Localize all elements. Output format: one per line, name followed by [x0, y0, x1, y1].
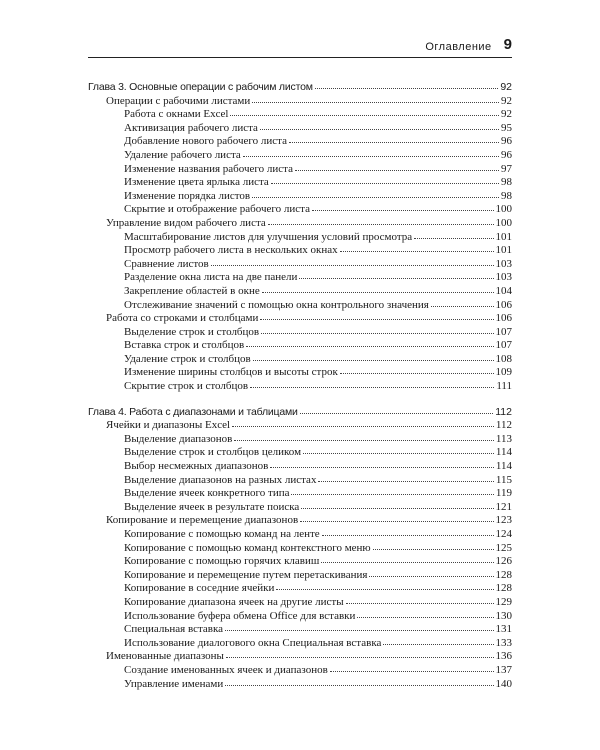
toc-subsection-page: 124 [495, 528, 512, 540]
toc-subsection-title: Изменение ширины столбцов и высоты строк [124, 366, 338, 379]
toc-subsection-page: 108 [495, 352, 512, 365]
dot-leader [301, 499, 493, 509]
toc-subsection-title: Выделение строк и столбцов [124, 325, 260, 338]
dot-leader [369, 567, 493, 577]
toc-subsection-title: Скрытие строк и столбцов [124, 380, 249, 393]
toc-subsection[interactable] [88, 338, 512, 352]
toc-subsection-page: 114 [495, 460, 512, 473]
toc-subsection-page: 97 [501, 162, 512, 175]
toc-subsection-page: 101 [495, 230, 512, 243]
toc-section-title: Управление видом рабочего листа [106, 216, 266, 229]
toc-subsection[interactable] [88, 622, 512, 636]
dot-leader [322, 526, 494, 536]
toc-subsection-title: Работа с окнами Excel [124, 108, 229, 121]
dot-leader [246, 337, 493, 347]
toc-subsection-page: 119 [495, 487, 512, 500]
dot-leader [268, 215, 494, 225]
toc-subsection[interactable] [88, 581, 512, 595]
toc-subsection-title: Выделение строк и столбцов целиком [124, 446, 302, 459]
dot-leader [260, 120, 499, 130]
toc-subsection[interactable] [88, 202, 512, 216]
dot-leader [340, 242, 494, 252]
toc-subsection-title: Активизация рабочего листа [124, 121, 258, 134]
toc-subsection[interactable] [88, 134, 512, 148]
toc-subsection-title: Вставка строк и столбцов [124, 339, 245, 352]
dot-leader [303, 444, 494, 454]
toc-subsection[interactable] [88, 243, 512, 257]
toc-section[interactable] [88, 311, 512, 325]
toc-subsection[interactable] [88, 541, 512, 555]
toc-subsection[interactable] [88, 527, 512, 541]
toc-subsection-title: Использование диалогового окна Специальная вставка [124, 636, 382, 649]
toc-subsection-page: 130 [495, 609, 512, 622]
dot-leader [431, 297, 494, 307]
dot-leader [270, 458, 494, 468]
toc-subsection-page: 121 [495, 500, 512, 513]
toc-subsection[interactable] [88, 432, 512, 446]
dot-leader [262, 283, 494, 293]
toc-chapter[interactable] [88, 80, 512, 94]
toc-subsection-title: Сравнение листов [124, 257, 209, 270]
dot-leader [357, 608, 493, 618]
toc-section-page: 92 [501, 94, 512, 107]
toc-subsection-page: 131 [495, 623, 512, 636]
toc-subsection-title: Изменение названия рабочего листа [124, 162, 293, 175]
toc-chapter-page: 112 [495, 405, 512, 418]
dot-leader [250, 378, 494, 388]
toc-subsection-page: 114 [495, 446, 512, 459]
toc-section-title: Операции с рабочими листами [106, 94, 251, 107]
toc-subsection-page: 96 [501, 148, 512, 161]
toc-subsection[interactable] [88, 554, 512, 568]
toc-subsection-title: Изменение порядка листов [124, 189, 251, 202]
dot-leader [340, 364, 494, 374]
dot-leader [252, 188, 499, 198]
toc-subsection[interactable] [88, 609, 512, 623]
toc-subsection-title: Выделение диапазонов на разных листах [124, 473, 317, 486]
toc-section-page: 136 [495, 650, 512, 663]
toc-subsection-title: Управление именами [124, 677, 224, 690]
toc-subsection[interactable] [88, 175, 512, 189]
toc-subsection-title: Копирование и перемещение путем перетаскивания [124, 568, 368, 581]
toc-subsection-page: 98 [501, 189, 512, 202]
toc-subsection-page: 133 [495, 636, 512, 649]
dot-leader [318, 472, 493, 482]
toc-section-page: 112 [495, 419, 512, 432]
toc-subsection[interactable] [88, 284, 512, 298]
toc-chapter-title: Глава 4. Работа с диапазонами и таблицами [88, 405, 298, 418]
dot-leader [289, 133, 499, 143]
toc-subsection-title: Удаление рабочего листа [124, 148, 241, 161]
page-header [88, 36, 512, 58]
toc-subsection[interactable] [88, 298, 512, 312]
toc-subsection[interactable] [88, 325, 512, 339]
toc-section-title: Ячейки и диапазоны Excel [106, 419, 231, 432]
toc-subsection-page: 126 [495, 555, 512, 568]
toc-subsection-page: 92 [501, 108, 512, 121]
toc-subsection-title: Создание именованных ячеек и диапазонов [124, 663, 328, 676]
toc-subsection-page: 103 [495, 257, 512, 270]
page-number: 9 [503, 36, 512, 53]
dot-leader [234, 431, 494, 441]
toc-section[interactable] [88, 216, 512, 230]
dot-leader [243, 147, 499, 157]
dot-leader [291, 485, 493, 495]
toc-subsection[interactable] [88, 257, 512, 271]
toc-subsection[interactable] [88, 595, 512, 609]
toc-subsection-page: 106 [495, 298, 512, 311]
toc-subsection-title: Копирование с помощью команд на ленте [124, 528, 320, 540]
toc-subsection[interactable] [88, 677, 512, 691]
dot-leader [373, 540, 494, 550]
toc-subsection-page: 100 [495, 203, 512, 216]
toc-subsection[interactable] [88, 270, 512, 284]
toc-chapter-title: Глава 3. Основные операции с рабочим листом [88, 81, 313, 93]
toc-subsection-page: 125 [495, 541, 512, 554]
toc-subsection-title: Специальная вставка [124, 623, 224, 636]
dot-leader [261, 324, 493, 334]
toc-subsection-title: Добавление нового рабочего листа [124, 135, 287, 148]
dot-leader [315, 79, 499, 89]
dot-leader [271, 174, 499, 184]
toc-subsection[interactable] [88, 148, 512, 162]
toc-subsection-title: Копирование с помощью горячих клавиш [124, 555, 320, 568]
toc-subsection-title: Скрытие и отображение рабочего листа [124, 203, 310, 216]
toc-subsection-title: Использование буфера обмена Office для вставки [124, 609, 356, 622]
toc-subsection[interactable] [88, 121, 512, 135]
toc-subsection-page: 111 [496, 380, 512, 393]
toc-subsection[interactable] [88, 500, 512, 514]
dot-leader [252, 93, 499, 103]
toc-section[interactable] [88, 418, 512, 432]
dot-leader [225, 621, 493, 631]
dot-leader [276, 580, 493, 590]
toc-subsection-page: 96 [501, 135, 512, 148]
toc-subsection-page: 128 [495, 582, 512, 595]
toc-subsection[interactable] [88, 230, 512, 244]
toc-chapter[interactable] [88, 405, 512, 419]
toc-subsection-page: 98 [501, 176, 512, 189]
toc-subsection-title: Изменение цвета ярлыка листа [124, 176, 269, 189]
toc-section-page: 123 [495, 514, 512, 527]
toc-subsection-title: Выделение ячеек в результате поиска [124, 500, 300, 513]
toc-subsection[interactable] [88, 486, 512, 500]
toc-subsection-page: 137 [495, 663, 512, 676]
dot-leader [321, 553, 493, 563]
dot-leader [300, 512, 493, 522]
running-title: Оглавление [425, 41, 492, 53]
dot-leader [414, 229, 493, 239]
toc-subsection-page: 115 [495, 473, 512, 486]
toc-subsection[interactable] [88, 189, 512, 203]
toc-subsection[interactable] [88, 162, 512, 176]
toc-section-title: Работа со строками и столбцами [106, 312, 259, 325]
toc-subsection[interactable] [88, 352, 512, 366]
toc-subsection-title: Копирование с помощью команд контекстного меню [124, 541, 371, 554]
toc-subsection-page: 107 [495, 339, 512, 352]
toc-subsection-title: Отслеживание значений с помощью окна контрольного значения [124, 298, 429, 311]
toc-subsection-page: 107 [495, 325, 512, 338]
toc-section-page: 106 [495, 312, 512, 325]
toc-subsection[interactable] [88, 568, 512, 582]
toc-subsection[interactable] [88, 365, 512, 379]
toc-subsection[interactable] [88, 473, 512, 487]
toc-subsection[interactable] [88, 459, 512, 473]
toc-subsection-page: 128 [495, 568, 512, 581]
toc-subsection[interactable] [88, 107, 512, 121]
toc-subsection-page: 104 [495, 284, 512, 297]
toc-subsection-title: Закрепление областей в окне [124, 284, 260, 297]
toc-subsection-page: 113 [495, 432, 512, 445]
dot-leader [312, 201, 494, 211]
dot-leader [253, 351, 494, 361]
toc-section[interactable] [88, 513, 512, 527]
toc-subsection-page: 129 [495, 595, 512, 608]
toc-section-page: 100 [495, 216, 512, 229]
toc-subsection-page: 109 [495, 366, 512, 379]
toc-subsection[interactable] [88, 663, 512, 677]
dot-leader [299, 269, 493, 279]
toc-subsection-title: Выбор несмежных диапазонов [124, 460, 269, 473]
toc-subsection-page: 101 [495, 244, 512, 257]
toc-subsection-title: Копирование диапазона ячеек на другие листы [124, 595, 344, 608]
toc-section-title: Именованные диапазоны [106, 650, 224, 663]
toc-subsection-page: 103 [495, 271, 512, 284]
toc-subsection-title: Масштабирование листов для улучшения условий просмотра [124, 230, 413, 243]
toc-subsection-title: Просмотр рабочего листа в нескольких окнах [124, 244, 338, 257]
toc-subsection[interactable] [88, 379, 512, 393]
toc-subsection-title: Удаление строк и столбцов [124, 352, 251, 365]
toc-subsection[interactable] [88, 445, 512, 459]
table-of-contents [88, 80, 512, 690]
dot-leader [226, 648, 494, 658]
dot-leader [225, 676, 493, 686]
dot-leader [211, 256, 494, 266]
toc-section-title: Копирование и перемещение диапазонов [106, 514, 299, 527]
toc-chapter-page: 92 [500, 81, 512, 93]
dot-leader [230, 106, 499, 116]
toc-subsection-title: Разделение окна листа на две панели [124, 271, 298, 284]
dot-leader [232, 417, 494, 427]
dot-leader [295, 161, 499, 171]
toc-subsection[interactable] [88, 636, 512, 650]
toc-subsection-title: Копирование в соседние ячейки [124, 582, 275, 595]
toc-subsection-page: 140 [495, 677, 512, 690]
dot-leader [330, 662, 494, 672]
dot-leader [346, 594, 494, 604]
toc-subsection-page: 95 [501, 121, 512, 134]
dot-leader [383, 635, 493, 645]
toc-subsection-title: Выделение диапазонов [124, 432, 233, 445]
toc-section[interactable] [88, 94, 512, 108]
toc-section[interactable] [88, 649, 512, 663]
dot-leader [300, 404, 494, 414]
dot-leader [260, 310, 493, 320]
toc-subsection-title: Выделение ячеек конкретного типа [124, 487, 290, 500]
